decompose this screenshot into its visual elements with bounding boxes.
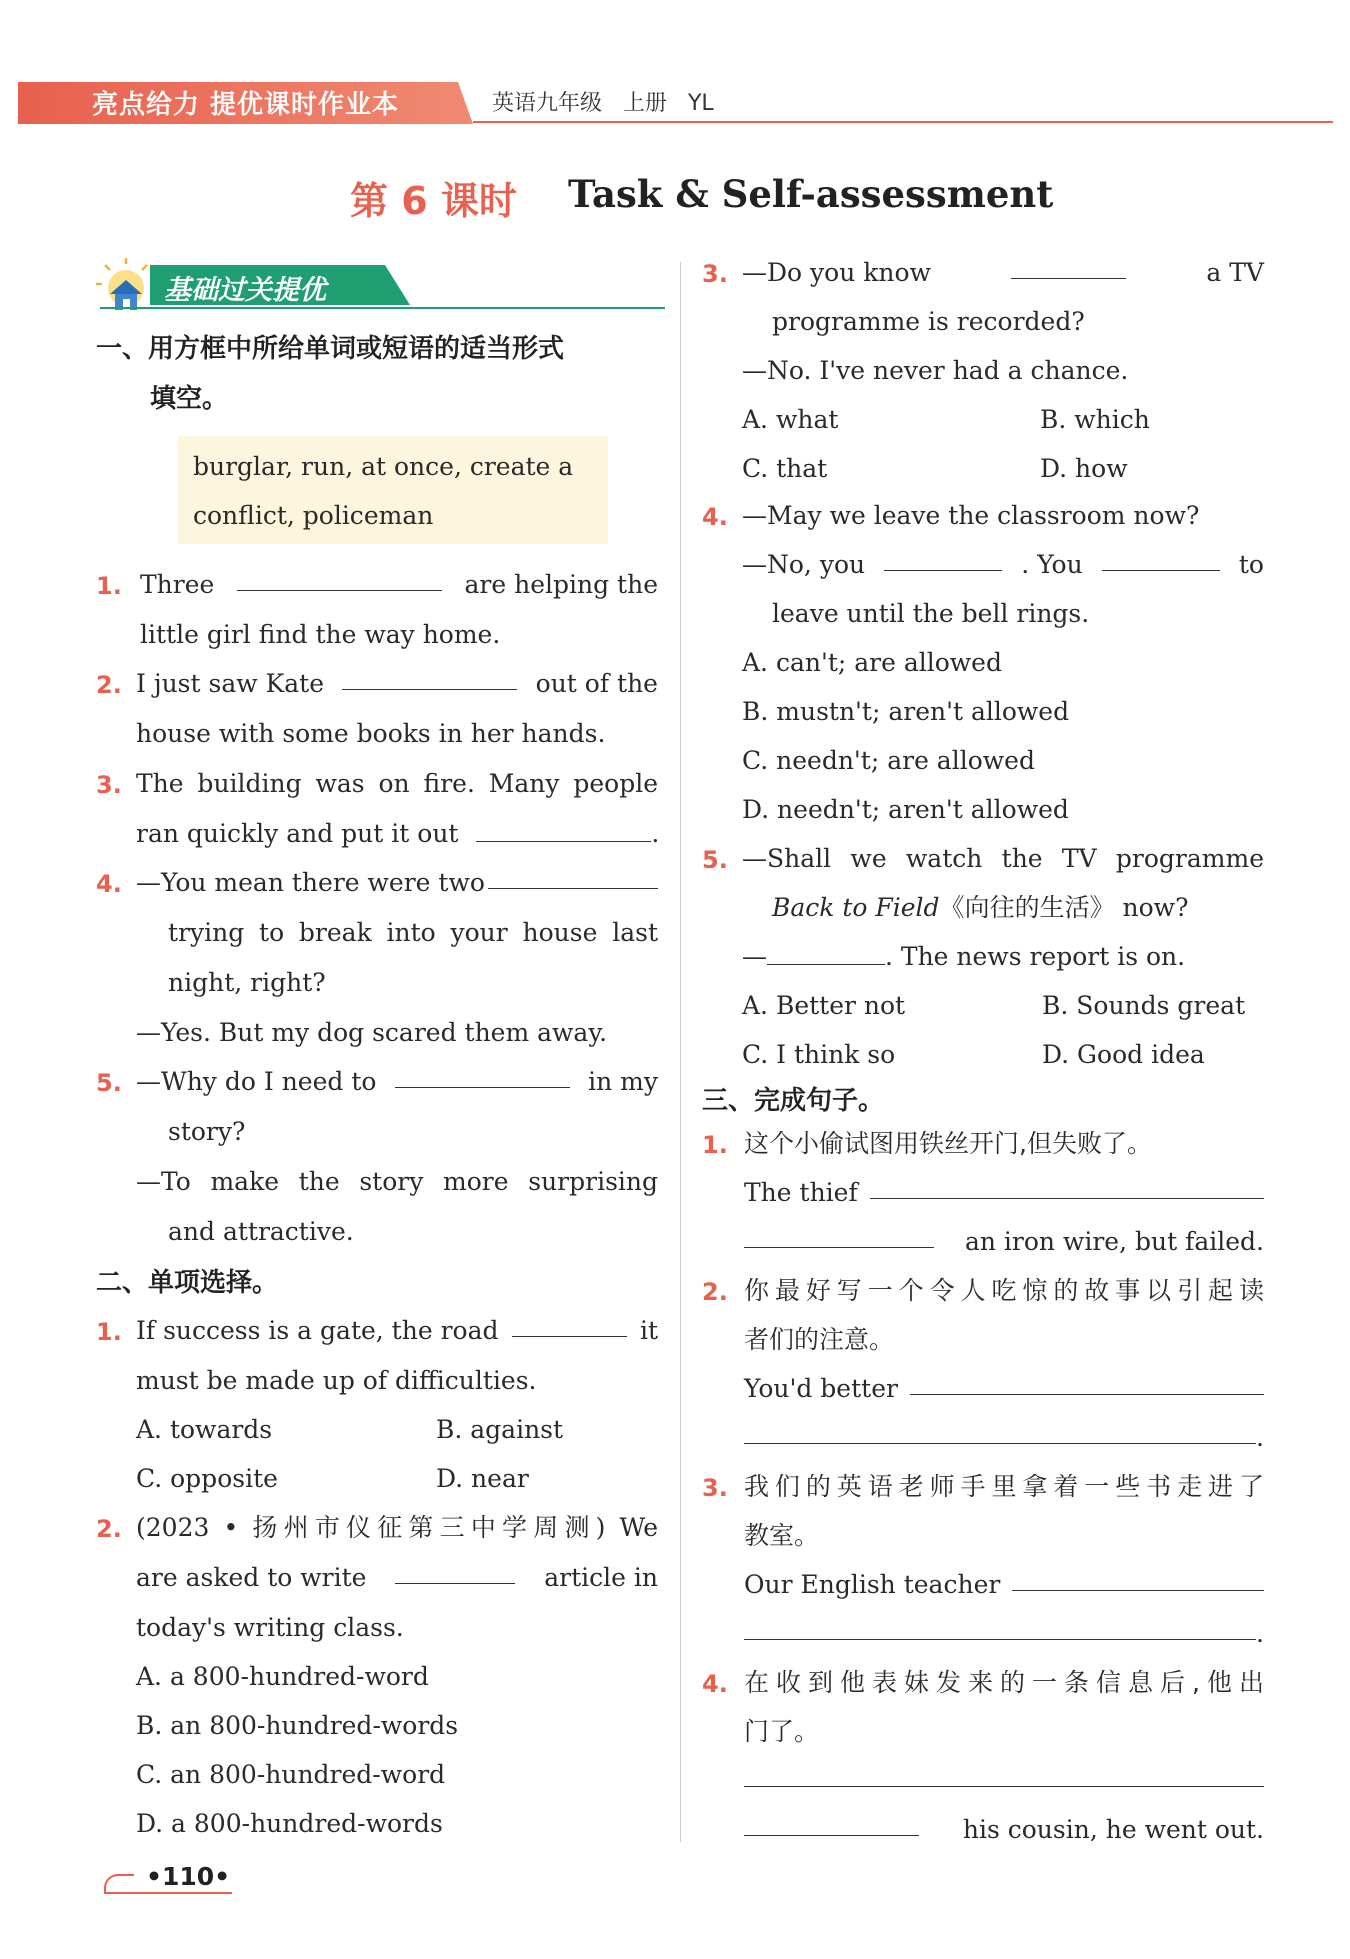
book-info: 英语九年级 上册 YL	[492, 91, 714, 116]
question-line	[772, 883, 1188, 932]
option-a[interactable]: A. Better not	[742, 991, 906, 1020]
answer-blank[interactable]	[395, 1057, 570, 1088]
option-d[interactable]: D. a 800-hundred-words	[136, 1809, 443, 1838]
question-number: 2.	[96, 671, 122, 699]
question-text: (2023 • 扬州市仪征第三中学周测) We	[136, 1513, 658, 1542]
word-box-line1: burglar, run, at once, create a	[193, 452, 574, 481]
question-number: 1.	[96, 1318, 122, 1346]
question-number: 3.	[96, 771, 122, 799]
question-text: a TV	[1206, 258, 1264, 287]
section-banner-title: 基础过关提优	[164, 275, 326, 306]
question-number: 2.	[96, 1515, 122, 1543]
question-number: 2.	[702, 1278, 728, 1306]
question-line	[744, 1413, 1264, 1462]
question-text: I just saw Kate	[136, 669, 325, 698]
question-line	[744, 1609, 1264, 1658]
question-line	[136, 659, 658, 708]
answer-blank[interactable]	[884, 540, 1002, 571]
series-brand: 亮点给力 提优课时作业本	[92, 90, 400, 120]
question-text: are asked to write	[136, 1563, 367, 1592]
question-number: 4.	[96, 870, 122, 898]
question-text: .	[1256, 1423, 1264, 1452]
lesson-title: Task & Self-assessment	[568, 172, 1054, 216]
question-text: —No, you	[742, 550, 866, 579]
question-line	[136, 1553, 658, 1602]
question-line	[136, 1057, 658, 1106]
column-divider	[680, 262, 681, 1842]
answer-blank[interactable]	[744, 1609, 1256, 1640]
question-line	[136, 858, 658, 907]
question-line	[742, 932, 1185, 981]
option-d[interactable]: D. how	[1040, 454, 1128, 483]
option-b[interactable]: B. which	[1040, 405, 1150, 434]
programme-title: Back to Field	[772, 893, 940, 922]
question-text: Three	[140, 570, 215, 599]
answer-blank[interactable]	[476, 811, 651, 842]
answer-blank[interactable]	[910, 1364, 1264, 1395]
chinese-prompt: 教室。	[744, 1521, 820, 1550]
question-number: 4.	[702, 503, 728, 531]
answer-blank[interactable]	[744, 1805, 919, 1836]
chinese-prompt: 这个小偷试图用铁丝开门,但失败了。	[744, 1129, 1152, 1158]
option-b[interactable]: B. mustn't; aren't allowed	[742, 697, 1070, 726]
option-c[interactable]: C. opposite	[136, 1464, 278, 1493]
part1-heading-cont: 填空。	[150, 384, 229, 414]
question-text: house with some books in her hands.	[136, 719, 606, 748]
question-number: 1.	[702, 1131, 728, 1159]
answer-blank[interactable]	[512, 1306, 627, 1337]
question-text: trying to break into your house last	[168, 918, 658, 947]
question-text: and attractive.	[168, 1217, 354, 1246]
question-text: —To make the story more surprising	[136, 1167, 658, 1196]
option-a[interactable]: A. can't; are allowed	[742, 648, 1002, 677]
question-number: 1.	[96, 572, 122, 600]
question-text: in my	[588, 1067, 658, 1096]
page-number: •110•	[146, 1862, 231, 1891]
question-text: night, right?	[168, 968, 326, 997]
answer-blank[interactable]	[767, 934, 885, 965]
question-number: 5.	[702, 846, 728, 874]
question-line	[136, 809, 659, 858]
question-number: 4.	[702, 1670, 728, 1698]
answer-blank[interactable]	[870, 1168, 1264, 1199]
option-b[interactable]: B. Sounds great	[1042, 991, 1246, 1020]
part3-heading: 三、完成句子。	[702, 1086, 885, 1116]
question-text: —Yes. But my dog scared them away.	[136, 1018, 608, 1047]
question-text: today's writing class.	[136, 1613, 404, 1642]
option-b[interactable]: B. an 800-hundred-words	[136, 1711, 459, 1740]
question-number: 5.	[96, 1069, 122, 1097]
question-line	[742, 248, 1264, 297]
option-c[interactable]: C. an 800-hundred-word	[136, 1760, 446, 1789]
question-text: little girl find the way home.	[140, 620, 501, 649]
house-sun-icon	[96, 258, 156, 314]
lesson-number: 第 6 课时	[350, 179, 517, 223]
option-a[interactable]: A. what	[742, 405, 839, 434]
chinese-prompt: 在收到他表妹发来的一条信息后,他出	[744, 1668, 1264, 1697]
banner-rule	[100, 307, 665, 309]
question-text: an iron wire, but failed.	[964, 1227, 1264, 1256]
answer-blank[interactable]	[395, 1553, 515, 1584]
answer-blank[interactable]	[488, 858, 658, 889]
question-text: now?	[1114, 893, 1189, 922]
option-d[interactable]: D. near	[436, 1464, 529, 1493]
question-text: to	[1238, 550, 1264, 579]
option-c[interactable]: C. needn't; are allowed	[742, 746, 1035, 775]
answer-blank[interactable]	[1102, 540, 1220, 571]
question-text: ran quickly and put it out	[136, 819, 459, 848]
chinese-prompt: 你最好写一个令人吃惊的故事以引起读	[744, 1276, 1264, 1305]
question-text: leave until the bell rings.	[772, 599, 1090, 628]
question-text: —No. I've never had a chance.	[742, 356, 1129, 385]
part2-heading: 二、单项选择。	[96, 1268, 279, 1298]
question-text: The thief	[744, 1178, 858, 1207]
question-line	[136, 1306, 658, 1355]
chinese-prompt: 者们的注意。	[744, 1325, 895, 1354]
option-d[interactable]: D. needn't; aren't allowed	[742, 795, 1069, 824]
question-number: 3.	[702, 260, 728, 288]
question-text: The building was on fire. Many people	[136, 769, 658, 798]
answer-blank[interactable]	[1012, 1560, 1264, 1591]
question-text: You'd better	[744, 1374, 898, 1403]
question-text: programme is recorded?	[772, 307, 1085, 336]
option-b[interactable]: B. against	[436, 1415, 564, 1444]
question-text: —Shall we watch the TV programme	[742, 844, 1264, 873]
question-text: —Do you know	[742, 258, 931, 287]
question-number: 3.	[702, 1474, 728, 1502]
question-text: must be made up of difficulties.	[136, 1366, 537, 1395]
header-rule	[473, 121, 1333, 123]
answer-blank[interactable]	[1011, 248, 1126, 279]
question-text: out of the	[535, 669, 658, 698]
question-text: his cousin, he went out.	[962, 1815, 1264, 1844]
answer-blank[interactable]	[744, 1217, 934, 1248]
chinese-prompt: 门了。	[744, 1717, 820, 1746]
question-text: —Why do I need to	[136, 1067, 377, 1096]
page-number-rule	[104, 1892, 232, 1894]
question-text: story?	[168, 1117, 246, 1146]
question-text: .	[1256, 1619, 1264, 1648]
question-line	[744, 1217, 1264, 1266]
question-line	[744, 1560, 1264, 1609]
question-text: . You	[1021, 550, 1083, 579]
question-text: it	[639, 1316, 658, 1345]
question-line	[744, 1756, 1264, 1787]
answer-blank[interactable]	[744, 1413, 1256, 1444]
option-d[interactable]: D. Good idea	[1042, 1040, 1205, 1069]
question-text: .	[651, 819, 660, 848]
chinese-prompt: 我们的英语老师手里拿着一些书走进了	[744, 1472, 1264, 1501]
question-text: —	[742, 942, 767, 971]
answer-blank[interactable]	[237, 560, 442, 591]
option-c[interactable]: C. I think so	[742, 1040, 896, 1069]
question-line	[744, 1364, 1264, 1413]
part1-heading: 一、用方框中所给单词或短语的适当形式	[96, 334, 565, 364]
question-line	[742, 540, 1264, 589]
question-text: . The news report is on.	[885, 942, 1186, 971]
question-text: —May we leave the classroom now?	[742, 501, 1200, 530]
question-line	[140, 560, 658, 609]
answer-blank[interactable]	[342, 659, 517, 690]
option-a[interactable]: A. a 800-hundred-word	[136, 1662, 429, 1691]
option-a[interactable]: A. towards	[136, 1415, 273, 1444]
option-c[interactable]: C. that	[742, 454, 828, 483]
page-number-ornament	[104, 1874, 134, 1894]
question-text: If success is a gate, the road	[136, 1316, 499, 1345]
question-text: article in	[544, 1563, 658, 1592]
question-text: —You mean there were two	[136, 868, 485, 897]
question-line	[744, 1168, 1264, 1217]
question-line	[744, 1805, 1264, 1854]
programme-title-cn: 《向往的生活》	[939, 893, 1115, 922]
word-box-line2: conflict, policeman	[193, 501, 434, 530]
answer-blank[interactable]	[744, 1756, 1264, 1787]
question-text: Our English teacher	[744, 1570, 1001, 1599]
question-text: are helping the	[464, 570, 658, 599]
